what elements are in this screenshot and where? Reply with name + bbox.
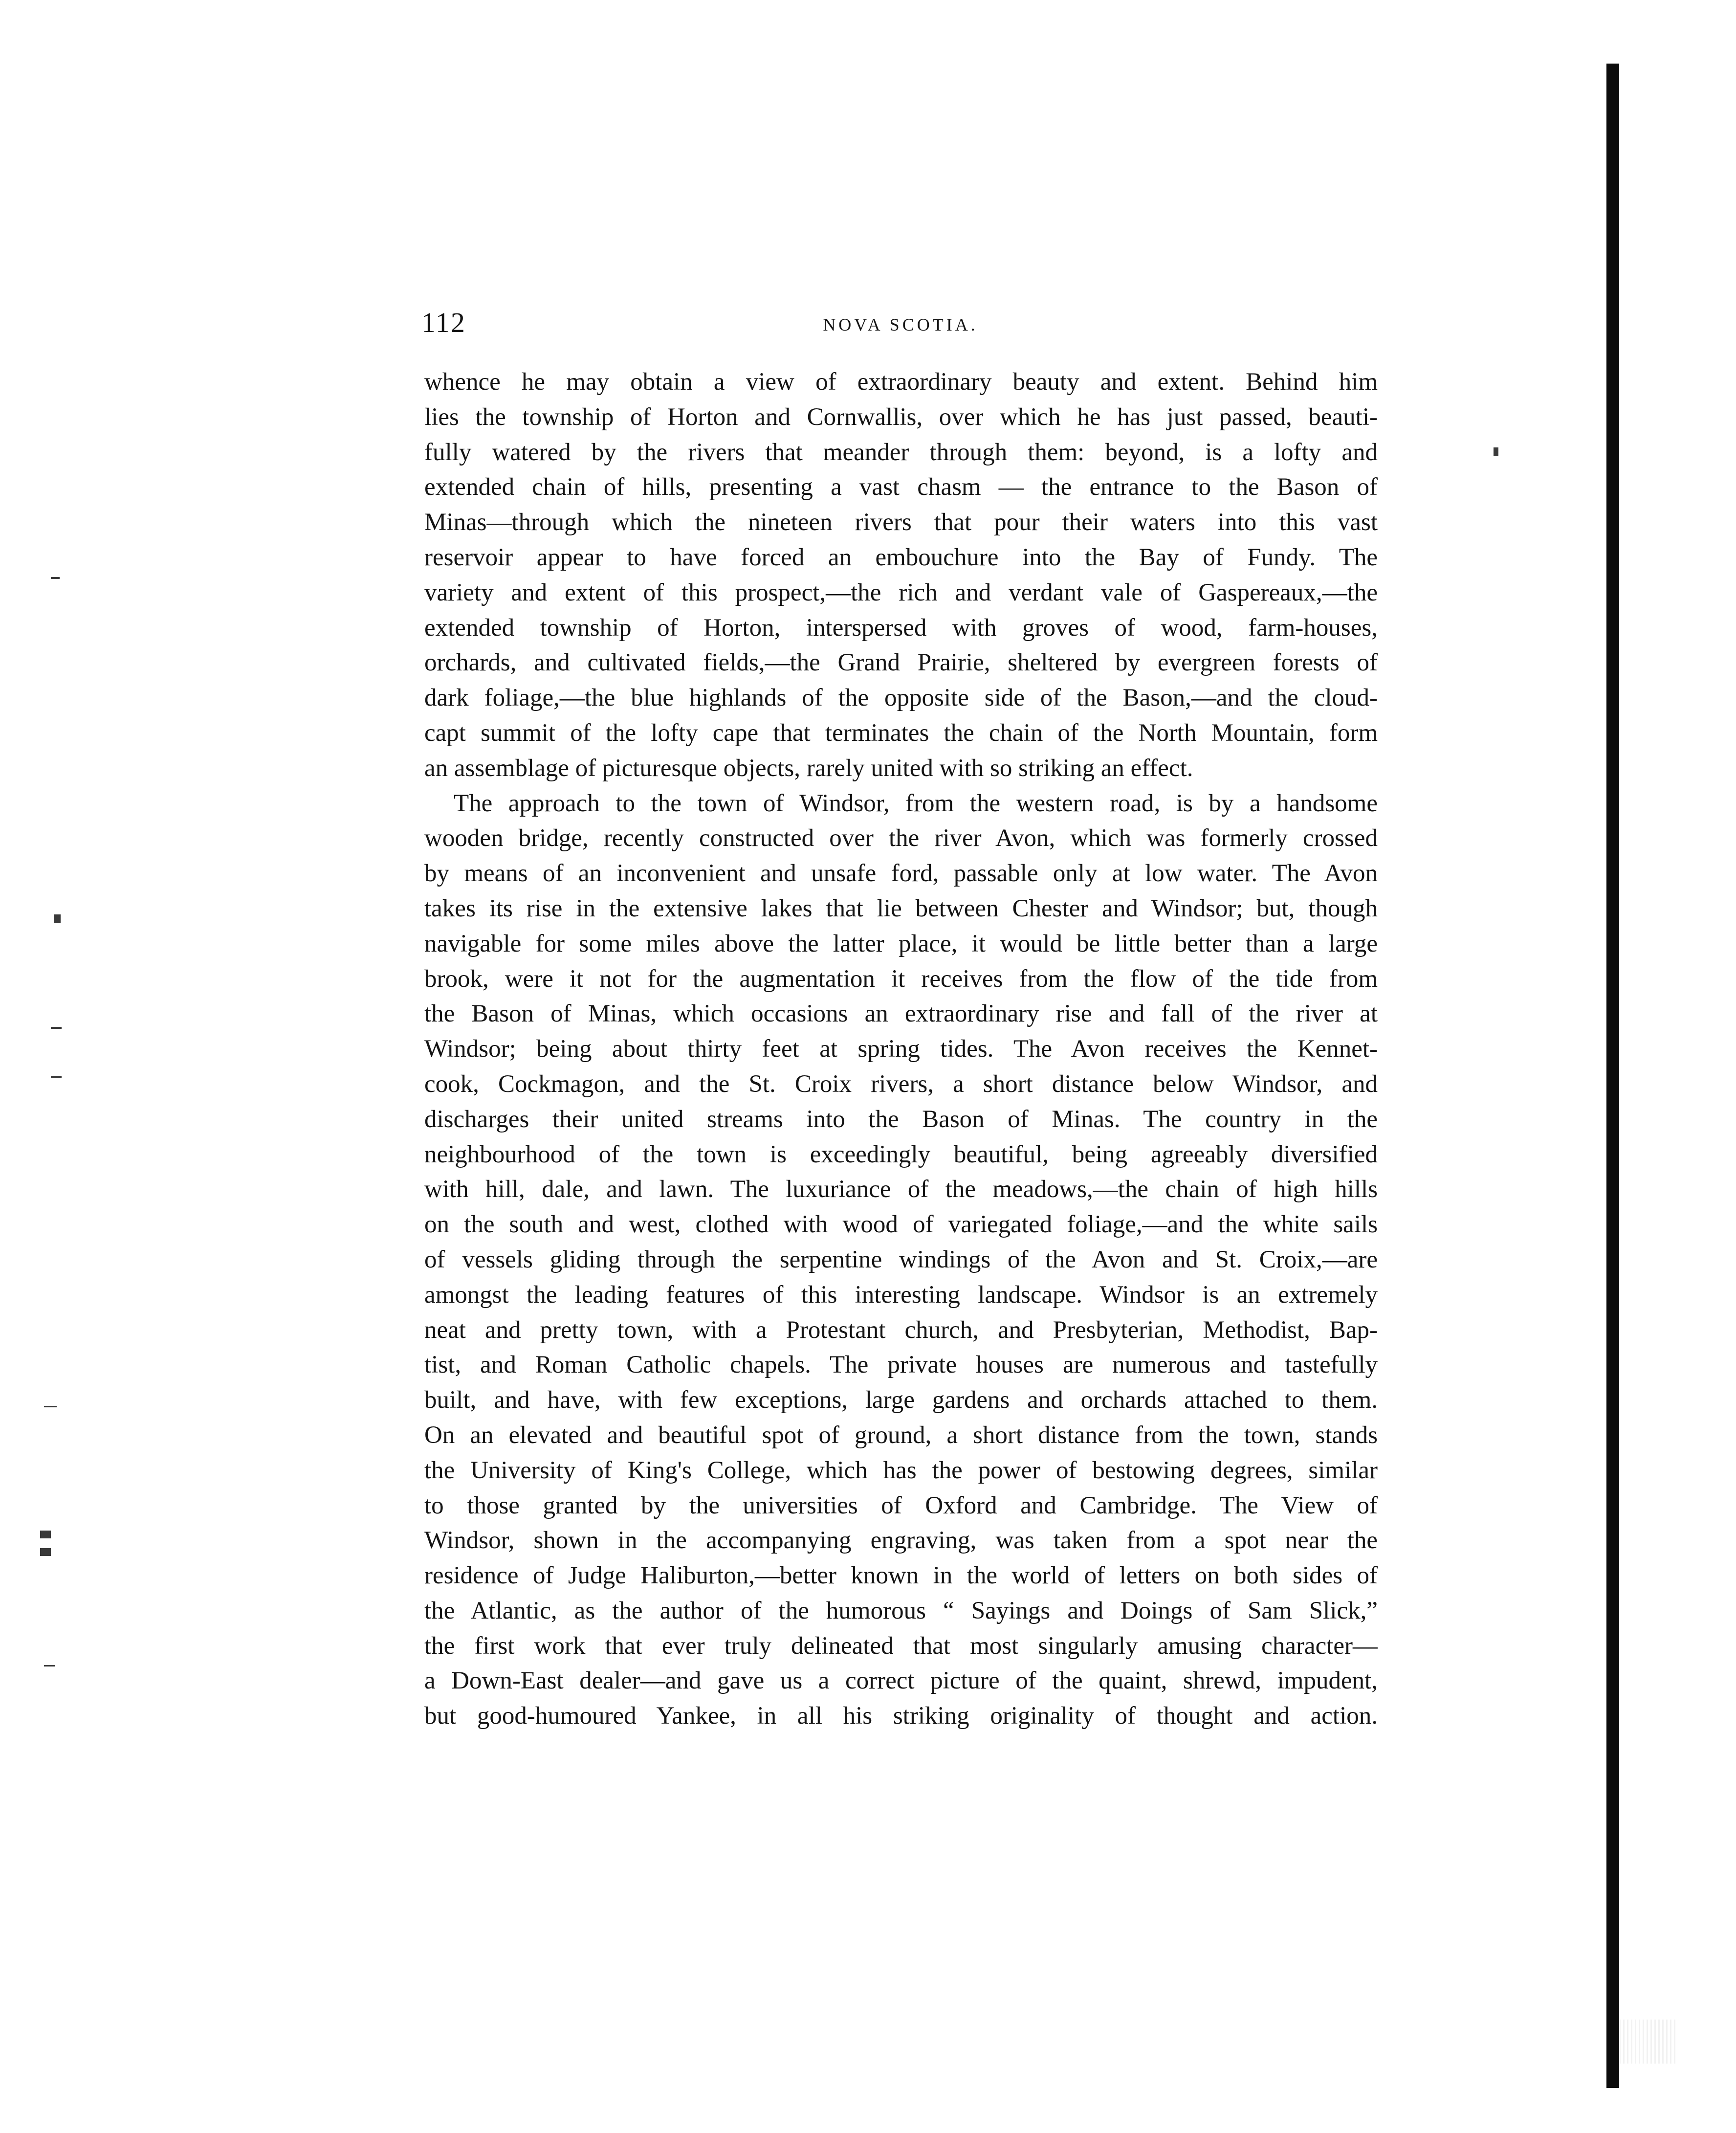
text-line: on the south and west, clothed with wood of variegated foliage,—and the white sails xyxy=(424,1211,1378,1239)
text-line: by means of an inconvenient and unsafe ford, passable only at low water. The Avon xyxy=(424,860,1378,888)
text-line: an assemblage of picturesque objects, rarely united with so striking an effect. xyxy=(424,754,1193,782)
text-line: lies the township of Horton and Cornwallis, over which he has just passed, beauti- xyxy=(424,403,1378,431)
text-line: dark foliage,—the blue highlands of the opposite side of the Bason,—and the cloud- xyxy=(424,684,1378,712)
text-line: Minas—through which the nineteen rivers that pour their waters into this vast xyxy=(424,509,1378,536)
running-title: NOVA SCOTIA. xyxy=(823,315,978,334)
text-line: orchards, and cultivated fields,—the Grand Prairie, sheltered by evergreen forests of xyxy=(424,649,1378,677)
margin-mark xyxy=(51,577,60,579)
running-head xyxy=(421,303,1380,342)
body-text xyxy=(424,365,1378,1734)
text-line: extended chain of hills, presenting a vast chasm — the entrance to the Bason of xyxy=(424,473,1378,501)
margin-mark xyxy=(40,1548,51,1556)
text-line: On an elevated and beautiful spot of ground, a short distance from the town, stands xyxy=(424,1421,1378,1449)
margin-mark xyxy=(44,1665,55,1666)
text-line: of vessels gliding through the serpentine windings of the Avon and St. Croix,—are xyxy=(424,1245,1378,1273)
margin-mark xyxy=(51,1076,62,1078)
text-line: variety and extent of this prospect,—the rich and verdant vale of Gaspereaux,—the xyxy=(424,578,1378,606)
margin-mark xyxy=(40,1531,51,1538)
text-line: with hill, dale, and lawn. The luxuriance of the meadows,—the chain of high hills xyxy=(424,1176,1378,1203)
text-line: neat and pretty town, with a Protestant church, and Presbyterian, Methodist, Bap- xyxy=(424,1316,1378,1344)
text-line: the University of King's College, which has the power of bestowing degrees, similar xyxy=(424,1456,1378,1484)
text-line: built, and have, with few exceptions, large gardens and orchards attached to them. xyxy=(424,1386,1378,1414)
paragraph-2 xyxy=(424,786,1378,1734)
text-line: takes its rise in the extensive lakes that lie between Chester and Windsor; but, though xyxy=(424,894,1378,922)
text-line: tist, and Roman Catholic chapels. The private houses are numerous and tastefully xyxy=(424,1351,1378,1379)
text-line: neighbourhood of the town is exceedingly beautiful, being agreeably diversified xyxy=(424,1140,1378,1168)
text-line: fully watered by the rivers that meander through them: beyond, is a lofty and xyxy=(424,438,1378,466)
text-line: but good-humoured Yankee, in all his striking originality of thought and action. xyxy=(424,1702,1378,1730)
margin-mark xyxy=(54,914,61,923)
text-line: amongst the leading features of this interesting landscape. Windsor is an extremely xyxy=(424,1281,1378,1309)
page-number: 112 xyxy=(421,307,466,338)
text-line: Windsor, shown in the accompanying engraving, was taken from a spot near the xyxy=(424,1527,1378,1555)
text-line: to those granted by the universities of Oxford and Cambridge. The View of xyxy=(424,1491,1378,1519)
margin-mark xyxy=(44,1406,57,1407)
text-line: navigable for some miles above the latter place, it would be little better than a large xyxy=(424,930,1378,957)
text-line: the first work that ever truly delineated that most singularly amusing character— xyxy=(424,1632,1378,1660)
text-line: reservoir appear to have forced an embouchure into the Bay of Fundy. The xyxy=(424,543,1378,571)
text-line: cook, Cockmagon, and the St. Croix rivers, a short distance below Windsor, and xyxy=(424,1070,1378,1098)
text-line: whence he may obtain a view of extraordinary beauty and extent. Behind him xyxy=(424,368,1378,396)
text-line: the Atlantic, as the author of the humorous “ Sayings and Doings of Sam Slick,” xyxy=(424,1597,1378,1624)
text-line: the Bason of Minas, which occasions an extraordinary rise and fall of the river at xyxy=(424,1000,1378,1028)
text-line: wooden bridge, recently constructed over the river Avon, which was formerly crossed xyxy=(424,824,1378,852)
text-line: Windsor; being about thirty feet at spring tides. The Avon receives the Kennet- xyxy=(424,1035,1378,1063)
paragraph-1 xyxy=(424,365,1378,786)
text-line: The approach to the town of Windsor, from the western road, is by a handsome xyxy=(454,789,1378,817)
text-line: a Down-East dealer—and gave us a correct picture of the quaint, shrewd, impudent, xyxy=(424,1667,1378,1695)
margin-mark xyxy=(1494,447,1498,456)
text-line: brook, were it not for the augmentation it receives from the flow of the tide from xyxy=(424,965,1378,993)
text-line: extended township of Horton, interspersed with groves of wood, farm-houses, xyxy=(424,614,1378,642)
text-line: discharges their united streams into the Bason of Minas. The country in the xyxy=(424,1105,1378,1133)
binding-shadow xyxy=(1619,2020,1678,2064)
text-line: residence of Judge Haliburton,—better known in the world of letters on both sides of xyxy=(424,1562,1378,1590)
text-line: capt summit of the lofty cape that terminates the chain of the North Mountain, form xyxy=(424,719,1378,747)
margin-mark xyxy=(51,1027,62,1029)
binding-edge xyxy=(1606,64,1619,2088)
